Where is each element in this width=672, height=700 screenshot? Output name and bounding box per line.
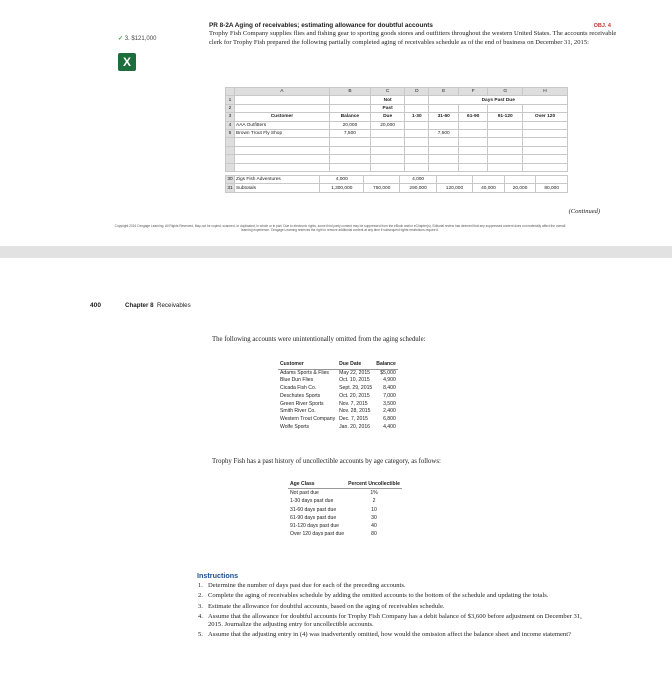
cell [458, 163, 487, 171]
spreadsheet-subtotal-row [226, 184, 568, 192]
row-number: 30 [227, 177, 233, 183]
column-h-header: H [523, 88, 568, 96]
instruction-text: Assume that the adjusting entry in (4) was inadvertently omitted, how would the omission affect the balance sheet and income statement? [208, 631, 571, 639]
cell: 290,000 [400, 184, 436, 192]
cell [523, 138, 568, 146]
spreadsheet-header-row [226, 113, 568, 121]
table-row [278, 369, 398, 377]
cell [488, 121, 523, 129]
customer-cell: Adams Sports & Flies [280, 369, 329, 376]
cell: 4,000 [400, 176, 436, 184]
cell: 120,000 [436, 184, 472, 192]
instruction-item [198, 582, 593, 590]
problem-body: Trophy Fish Company supplies flies and fishing gear to sporting goods stores and outfitters throughout the western United States. The accounts receivable clerk for Trophy Fish prepared the following partially completed aging of receivables schedule as of the end of business on December 31, 2015: [209, 30, 617, 46]
header-percent-uncollectible: Percent Uncollectible [348, 481, 400, 487]
cell [523, 163, 568, 171]
cell [523, 121, 568, 129]
instruction-text: Estimate the allowance for doubtful accounts, based on the aging of receivables schedule. [208, 602, 445, 610]
balance-cell: $5,000 [380, 369, 396, 376]
instruction-text: Complete the aging of receivables schedule by adding the omitted accounts to the bottom of the schedule and updating the totals. [208, 592, 549, 600]
column-f-header: F [458, 88, 487, 96]
header-customer: Customer [278, 361, 337, 369]
cell [458, 138, 487, 146]
header-balance: Balance [374, 361, 398, 369]
cell: 20,000 [329, 121, 370, 129]
cell [488, 129, 523, 137]
cell [405, 155, 429, 163]
cell [405, 138, 429, 146]
cell [364, 176, 400, 184]
cell [523, 129, 568, 137]
problem-title: PR 8-2A Aging of receivables; estimating allowance for doubtful accounts [209, 22, 433, 29]
spreadsheet-row [226, 155, 568, 163]
cell: 20,000 [371, 121, 405, 129]
cell [405, 163, 429, 171]
cell: Brown Trout Fly Shop [235, 129, 330, 137]
instruction-number: 2. [198, 592, 203, 600]
cell [429, 104, 458, 112]
spreadsheet-row [226, 104, 568, 112]
table-header-row [288, 480, 402, 489]
cell [429, 163, 458, 171]
due-date-cell: Oct. 20, 2015 [339, 392, 370, 399]
cell [405, 121, 429, 129]
cell [429, 121, 458, 129]
customer-cell: Cicada Fish Co. [280, 385, 317, 392]
row-number [226, 138, 235, 146]
header-past: Past [371, 104, 405, 112]
balance-cell: 7,000 [383, 392, 396, 399]
omitted-accounts-table [278, 361, 398, 431]
customer-cell: Blue Dun Flies [280, 377, 314, 384]
customer-cell: Smith River Co. [280, 408, 316, 415]
answer-hint [118, 35, 156, 42]
due-date-cell: Jan. 20, 2016 [339, 423, 370, 430]
cell: Zigs Fish Adventures [235, 176, 320, 184]
chapter-label: Chapter 8 [125, 302, 154, 309]
cell: 20,000 [504, 184, 536, 192]
cell [458, 146, 487, 154]
spreadsheet-row [226, 163, 568, 171]
percent-cell: 80 [371, 531, 377, 538]
cell [523, 155, 568, 163]
cell: 40,000 [473, 184, 505, 192]
spreadsheet-column-header-row [226, 88, 568, 96]
header-over-120: Over 120 [523, 113, 568, 121]
due-date-cell: May 22, 2015 [339, 369, 370, 376]
spreadsheet-row [226, 176, 568, 184]
corner-cell [226, 88, 235, 96]
header-not: Not [371, 96, 405, 104]
cell [458, 104, 487, 112]
row-number: 31 [227, 185, 233, 191]
table-row [288, 522, 402, 530]
row-number: 3 [226, 113, 235, 121]
due-date-cell: Dec. 7, 2015 [339, 415, 369, 422]
cell [488, 155, 523, 163]
cell [235, 138, 330, 146]
cell [405, 104, 429, 112]
balance-cell: 4,900 [383, 377, 396, 384]
table-row [288, 530, 402, 538]
aging-schedule-spreadsheet [225, 87, 568, 172]
row-number: 1 [226, 96, 235, 104]
cell [235, 104, 330, 112]
cell [329, 155, 370, 163]
cell [329, 96, 370, 104]
due-date-cell: Nov. 7, 2015 [339, 400, 368, 407]
cell [329, 163, 370, 171]
header-due: Due [371, 113, 405, 121]
cell [405, 96, 429, 104]
cell [429, 155, 458, 163]
chapter-title: Receivables [157, 302, 191, 309]
instruction-number: 5. [198, 631, 203, 639]
spreadsheet-row [226, 96, 568, 104]
header-31-60: 31-60 [429, 113, 458, 121]
header-61-90: 61-90 [458, 113, 487, 121]
instruction-item [198, 631, 593, 639]
cell [458, 155, 487, 163]
cell [235, 96, 330, 104]
age-class-cell: 91-120 days past due [290, 523, 339, 530]
table-row [278, 401, 398, 409]
table-row [278, 393, 398, 401]
column-b-header: B [329, 88, 370, 96]
balance-cell: 6,800 [383, 415, 396, 422]
cell [488, 138, 523, 146]
cell: 4,000 [320, 176, 364, 184]
row-number: 4 [226, 121, 235, 129]
textbook-page-upper [0, 0, 672, 246]
table-header-row [278, 361, 398, 369]
table-row [288, 514, 402, 522]
cell [429, 138, 458, 146]
due-date-cell: Nov. 28, 2015 [339, 408, 371, 415]
table-row [288, 506, 402, 514]
customer-cell: Western Trout Company [280, 415, 336, 422]
table-row [278, 424, 398, 432]
row-number [226, 146, 235, 154]
cell [523, 104, 568, 112]
row-number [226, 155, 235, 163]
percent-cell: 30 [371, 514, 377, 521]
instruction-text: Determine the number of days past due for each of the preceding accounts. [208, 582, 406, 589]
cell [329, 146, 370, 154]
age-class-cell: Not past due [290, 490, 319, 497]
cell [488, 163, 523, 171]
age-class-cell: 61-90 days past due [290, 514, 337, 521]
excel-icon[interactable]: X [118, 53, 136, 71]
cell [536, 176, 568, 184]
row-number [226, 163, 235, 171]
age-class-cell: Over 120 days past due [290, 531, 345, 538]
checkmark-icon: ✓ [118, 36, 124, 42]
header-age-class: Age Class [288, 480, 346, 489]
instructions-heading: Instructions [197, 571, 239, 580]
cell: Subtotals [235, 184, 320, 192]
table-row [278, 385, 398, 393]
cell [405, 129, 429, 137]
balance-cell: 8,400 [383, 385, 396, 392]
due-date-cell: Sept. 29, 2015 [339, 385, 373, 392]
column-d-header: D [405, 88, 429, 96]
cell [329, 138, 370, 146]
age-class-cell: 1-30 days past due [290, 498, 334, 505]
cell: 750,000 [364, 184, 400, 192]
textbook-page-lower [0, 258, 672, 700]
instruction-number: 1. [198, 582, 203, 589]
row-number: 2 [226, 104, 235, 112]
problem-statement [209, 22, 619, 47]
header-91-120: 91-120 [488, 113, 523, 121]
page-separator [0, 246, 672, 258]
cell [329, 104, 370, 112]
cell [429, 146, 458, 154]
cell [371, 129, 405, 137]
cell [458, 121, 487, 129]
spreadsheet-row [226, 138, 568, 146]
percent-cell: 40 [371, 523, 377, 530]
cell [235, 155, 330, 163]
table-row [278, 408, 398, 416]
cell: 7,500 [429, 129, 458, 137]
customer-cell: Wolfe Sports [280, 423, 310, 430]
page-number: 400 [90, 302, 102, 309]
table-row [288, 497, 402, 505]
percent-cell: 10 [371, 506, 377, 513]
cell [371, 155, 405, 163]
cell: 80,000 [536, 184, 568, 192]
percent-cell: 1% [370, 490, 378, 497]
cell [523, 146, 568, 154]
uncollectible-rates-table [288, 480, 402, 538]
column-c-header: C [371, 88, 405, 96]
spreadsheet-row [226, 129, 568, 137]
age-class-cell: 31-60 days past due [290, 506, 337, 513]
table-row [278, 416, 398, 424]
table-row [288, 489, 402, 498]
column-g-header: G [488, 88, 523, 96]
balance-cell: 2,400 [383, 408, 396, 415]
header-days-past-due: Days Past Due [429, 96, 568, 104]
cell [371, 146, 405, 154]
row-number: 5 [226, 129, 235, 137]
column-a-header: A [235, 88, 330, 96]
cell [235, 163, 330, 171]
cell [458, 129, 487, 137]
header-customer: Customer [235, 113, 330, 121]
table-row [278, 377, 398, 385]
spreadsheet-row [226, 121, 568, 129]
aging-schedule-bottom-rows [225, 175, 568, 193]
cell: 7,500 [329, 129, 370, 137]
cell [371, 163, 405, 171]
cell [488, 104, 523, 112]
header-1-30: 1-30 [405, 113, 429, 121]
percent-cell: 2 [372, 498, 376, 505]
omitted-intro: The following accounts were unintentionally omitted from the aging schedule: [212, 336, 426, 343]
spreadsheet-row [226, 146, 568, 154]
continued-label: (Continued) [568, 208, 600, 215]
instruction-item [198, 592, 593, 600]
balance-cell: 4,400 [383, 423, 396, 430]
due-date-cell: Oct. 10, 2015 [339, 377, 370, 384]
answer-hint-text: 3. $121,000 [124, 36, 157, 42]
cell [371, 138, 405, 146]
instruction-text: Assume that the allowance for doubtful accounts for Trophy Fish Company has a debit balance of $3,600 before adjustment on December 31, 2015. Journalize the adjusting entry for uncollectible accounts. [208, 612, 582, 629]
instruction-number: 4. [198, 612, 203, 620]
cell: 1,300,000 [320, 184, 364, 192]
cell [473, 176, 505, 184]
instruction-item [198, 603, 593, 611]
header-due-date: Due Date [337, 361, 374, 369]
customer-cell: Deschutes Sports [280, 392, 321, 399]
header-balance: Balance [329, 113, 370, 121]
copyright-notice: Copyright 2016 Cengage Learning. All Rights Reserved. May not be copied, scanned, or duplicated, in whole or in part. Due to electronic rights, some third party content may be suppressed from the eBook and/or eChapter(s). Editorial review has deemed that any suppressed content does not materially affect the overall learning experience. Cengage Learning reserves the right to remove additional content at any time if subsequent rights restrictions require it. [114, 224, 566, 233]
instruction-number: 3. [198, 602, 203, 610]
objective-tag: OBJ. 4 [593, 23, 611, 29]
cell [235, 146, 330, 154]
cell [488, 146, 523, 154]
cell [504, 176, 536, 184]
chapter-header [125, 302, 191, 309]
cell [436, 176, 472, 184]
instruction-item [198, 613, 593, 630]
customer-cell: Green River Sports [280, 400, 324, 407]
instructions-list [198, 582, 593, 642]
history-intro: Trophy Fish has a past history of uncollectible accounts by age category, as follows: [212, 458, 441, 465]
cell [405, 146, 429, 154]
balance-cell: 3,500 [383, 400, 396, 407]
column-e-header: E [429, 88, 458, 96]
cell: AAA Outfitters [235, 121, 330, 129]
